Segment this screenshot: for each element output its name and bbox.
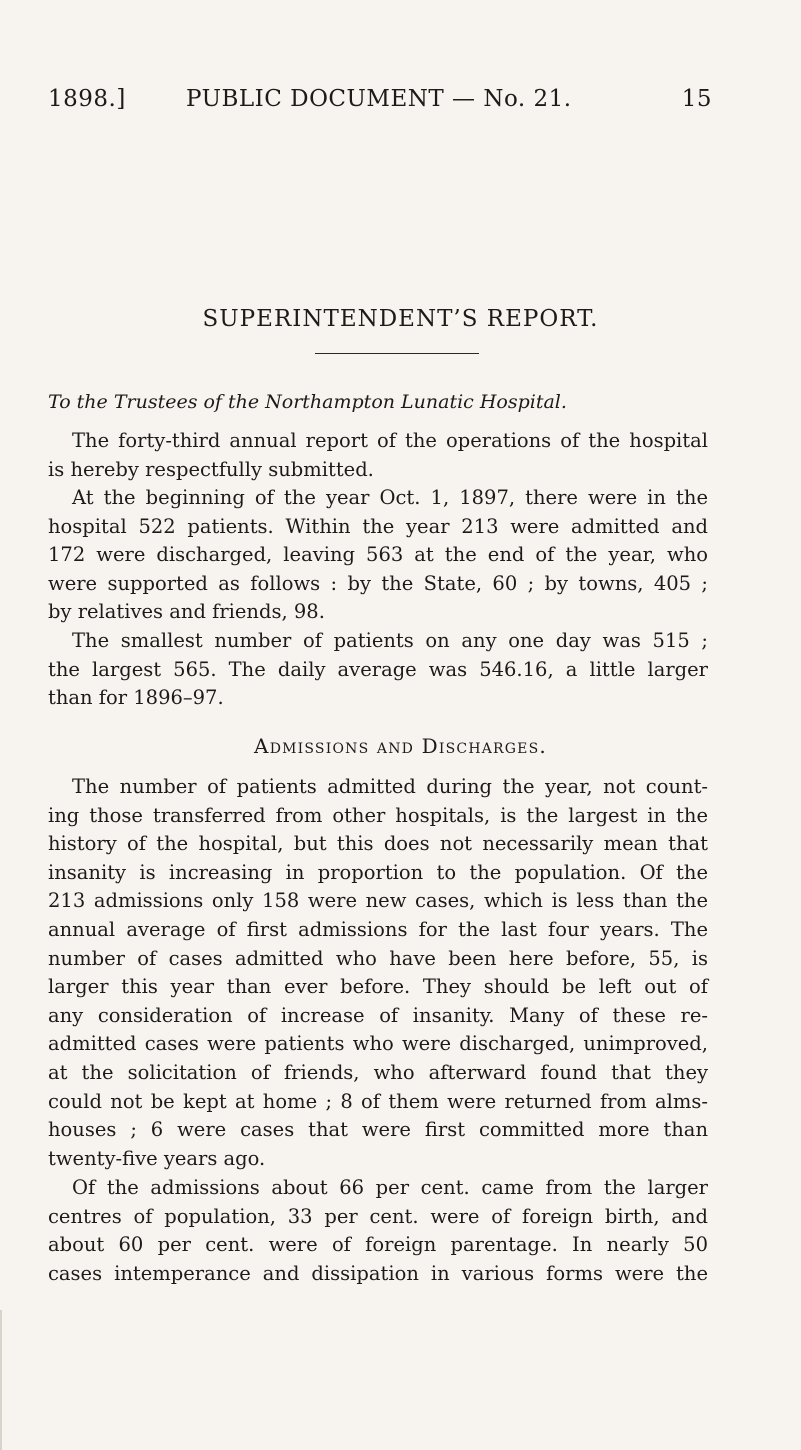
text-line: could not be kept at home ; 8 of them were returned from alms-: [48, 1089, 708, 1113]
running-head-year: 1898.]: [48, 86, 126, 112]
text-line: number of cases admitted who have been here before, 55, is: [48, 946, 708, 970]
page-number: 15: [681, 86, 712, 112]
text-line: centres of population, 33 per cent. were of foreign birth, and: [48, 1204, 708, 1228]
running-head: [48, 86, 712, 118]
text-line: houses ; 6 were cases that were first committed more than: [48, 1118, 708, 1142]
text-line: than for 1896–97.: [48, 686, 224, 710]
section-heading-admissions: Admissions and Discharges.: [254, 734, 547, 758]
text-line: the largest 565. The daily average was 546.16, a little larger: [48, 657, 708, 681]
text-line: The smallest number of patients on any one day was 515 ;: [72, 629, 708, 652]
text-line: At the beginning of the year Oct. 1, 1897, there were in the: [72, 486, 708, 509]
paragraph-census: [48, 484, 708, 627]
text-line: cases intemperance and dissipation in various forms were the: [48, 1261, 708, 1285]
running-head-title: PUBLIC DOCUMENT — No. 21.: [186, 86, 572, 112]
text-line: 213 admissions only 158 were new cases, which is less than the: [48, 889, 708, 913]
text-line: any consideration of increase of insanity. Many of these re-: [48, 1003, 708, 1027]
text-line: is hereby respectfully submitted.: [48, 457, 374, 481]
text-line: at the solicitation of friends, who afterward found that they: [48, 1060, 708, 1084]
text-line: annual average of first admissions for the last four years. The: [48, 917, 708, 941]
text-line: admitted cases were patients who were discharged, unimproved,: [48, 1032, 708, 1056]
text-line: by relatives and friends, 98.: [48, 600, 325, 624]
title-divider: [315, 353, 479, 354]
text-line: hospital 522 patients. Within the year 213 were admitted and: [48, 514, 708, 538]
page-edge-shadow: [0, 1310, 2, 1450]
text-line: twenty-five years ago.: [48, 1146, 266, 1170]
paragraph-intro: [48, 427, 708, 484]
text-line: about 60 per cent. were of foreign parentage. In nearly 50: [48, 1233, 708, 1257]
text-line: were supported as follows : by the State, 60 ; by towns, 405 ;: [48, 571, 708, 595]
text-line: ing those transferred from other hospitals, is the largest in the: [48, 803, 708, 827]
text-line: 172 were discharged, leaving 563 at the end of the year, who: [48, 543, 708, 567]
text-line: insanity is increasing in proportion to the population. Of the: [48, 860, 708, 884]
text-line: Of the admissions about 66 per cent. came from the larger: [72, 1176, 708, 1199]
paragraph-daily-average: [48, 627, 708, 713]
text-line: The number of patients admitted during the year, not count-: [72, 775, 708, 798]
text-line: The forty-third annual report of the operations of the hospital: [72, 429, 708, 452]
salutation: To the Trustees of the Northampton Lunatic Hospital.: [48, 391, 567, 413]
report-title: SUPERINTENDENT’S REPORT.: [202, 306, 599, 332]
text-line: larger this year than ever before. They should be left out of: [48, 975, 708, 999]
paragraph-origins: [48, 1174, 708, 1288]
text-line: history of the hospital, but this does not necessarily mean that: [48, 832, 708, 856]
paragraph-admissions: [48, 773, 708, 1173]
